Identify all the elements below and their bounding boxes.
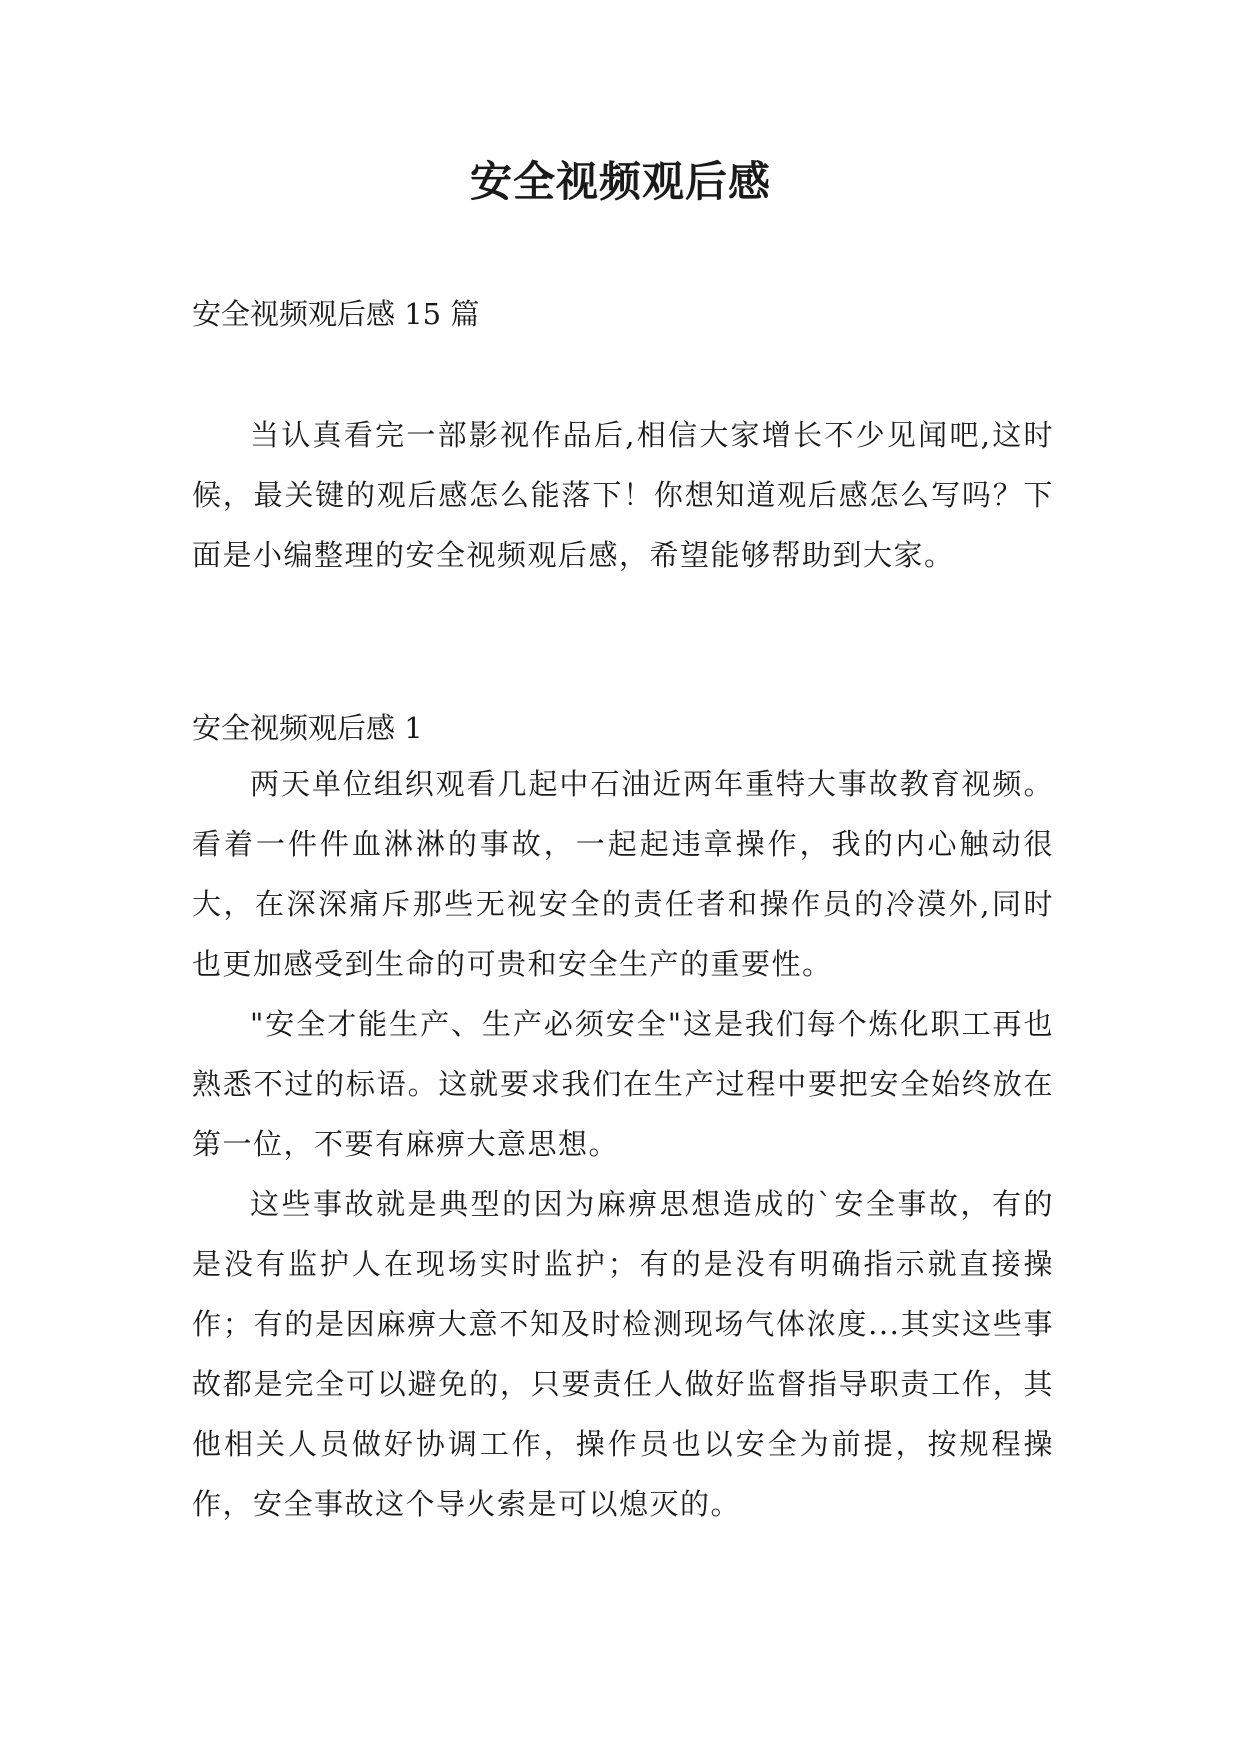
document-subtitle: 安全视频观后感 15 篇 xyxy=(192,297,480,331)
document-title: 安全视频观后感 xyxy=(469,157,771,206)
section-paragraph: "安全才能生产、生产必须安全"这是我们每个炼化职工再也熟悉不过的标语。这就要求我们在生产过程中要把安全始终放在第一位，不要有麻痹大意思想。 xyxy=(192,1007,1054,1161)
section-heading: 安全视频观后感 1 xyxy=(192,711,423,745)
section-body xyxy=(192,754,1054,1534)
section-paragraph: 这些事故就是典型的因为麻痹思想造成的`安全事故，有的是没有监护人在现场实时监护；有的是没有明确指示就直接操作；有的是因麻痹大意不知及时检测现场气体浓度...其实这些事故都是完全可以避免的，只要责任人做好监督指导职责工作，其他相关人员做好协调工作，操作员也以安全为前提，按规程操作，安全事故这个导火索是可以熄灭的。 xyxy=(192,1187,1054,1521)
section-paragraph: 两天单位组织观看几起中石油近两年重特大事故教育视频。看着一件件血淋淋的事故，一起起违章操作，我的内心触动很大，在深深痛斥那些无视安全的责任者和操作员的冷漠外,同时也更加感受到生命的可贵和安全生产的重要性。 xyxy=(192,767,1054,981)
intro-paragraph: 当认真看完一部影视作品后,相信大家增长不少见闻吧,这时候，最关键的观后感怎么能落下！你想知道观后感怎么写吗？下面是小编整理的安全视频观后感，希望能够帮助到大家。 xyxy=(192,418,1054,572)
